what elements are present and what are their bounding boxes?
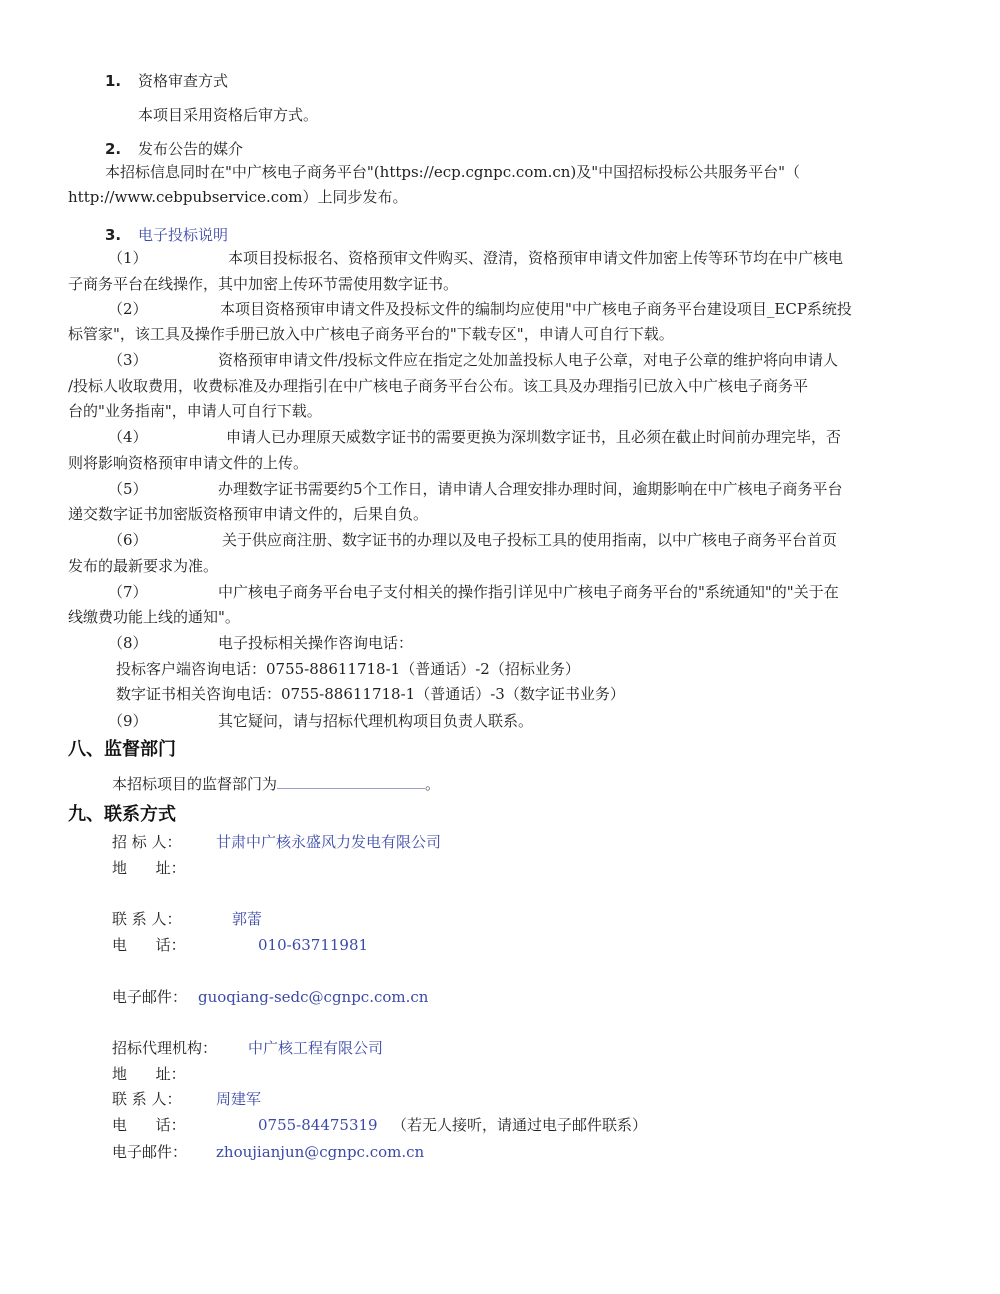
p4-line-2: 则将影响资格预审申请文件的上传。 bbox=[68, 454, 309, 472]
item-1-number: 1. bbox=[105, 72, 122, 90]
agency-contact-label: 联 系 人： bbox=[112, 1090, 182, 1108]
p4-number: （4） bbox=[108, 428, 148, 446]
item-3-title: 电子投标说明 bbox=[138, 226, 229, 244]
p9-number: （9） bbox=[108, 712, 148, 730]
agency-phone-label: 电 话： bbox=[112, 1116, 186, 1134]
p8-line-1: 电子投标相关操作咨询电话： bbox=[218, 634, 414, 652]
item-2-title: 发布公告的媒介 bbox=[138, 140, 244, 158]
p5-number: （5） bbox=[108, 480, 148, 498]
p6-line-1: 关于供应商注册、数字证书的办理以及电子投标工具的使用指南，以中广核电子商务平台首页 bbox=[222, 531, 838, 549]
p6-number: （6） bbox=[108, 531, 148, 549]
p5-line-2: 递交数字证书加密版资格预审申请文件的，后果自负。 bbox=[68, 505, 429, 523]
p4-line-1: 申请人已办理原天威数字证书的需要更换为深圳数字证书，且必须在截止时间前办理完毕，否 bbox=[226, 428, 842, 446]
p3-line-1: 资格预审申请文件/投标文件应在指定之处加盖投标人电子公章，对电子公章的维护将向申请人 bbox=[218, 351, 839, 369]
p8-number: （8） bbox=[108, 634, 148, 652]
supervision-label: 本招标项目的监督部门为 bbox=[112, 775, 278, 793]
agency-phone-number: 0755-84475319 bbox=[258, 1116, 378, 1134]
contact-label: 联 系 人： bbox=[112, 910, 182, 928]
supervision-blank bbox=[277, 774, 425, 789]
phone-number: 010-63711981 bbox=[258, 936, 369, 954]
agency-name: 中广核工程有限公司 bbox=[248, 1039, 384, 1057]
contact-name: 郭蕾 bbox=[232, 910, 263, 928]
item-2-body-line-2: http://www.cebpubservice.com）上同步发布。 bbox=[68, 188, 408, 206]
email-link[interactable]: guoqiang-sedc@cgnpc.com.cn bbox=[198, 988, 429, 1006]
agency-email-link[interactable]: zhoujianjun@cgnpc.com.cn bbox=[216, 1143, 425, 1161]
agency-address-label: 地 址： bbox=[112, 1065, 186, 1083]
phone-label: 电 话： bbox=[112, 936, 186, 954]
p6-line-2: 发布的最新要求为准。 bbox=[68, 557, 219, 575]
agency-email-label: 电子邮件： bbox=[112, 1143, 188, 1161]
p7-line-1: 中广核电子商务平台电子支付相关的操作指引详见中广核电子商务平台的"系统通知"的"关于在 bbox=[218, 583, 839, 601]
item-2-body-line-1: 本招标信息同时在"中广核电子商务平台"(https://ecp.cgnpc.com.cn)及"中国招标投标公共服务平台"（ bbox=[105, 163, 801, 181]
p7-line-2: 线缴费功能上线的通知"。 bbox=[68, 608, 240, 626]
tenderer-address-label: 地 址： bbox=[112, 859, 186, 877]
p2-number: （2） bbox=[108, 300, 148, 318]
email-label: 电子邮件： bbox=[112, 988, 188, 1006]
item-2-number: 2. bbox=[105, 140, 122, 158]
item-3-number: 3. bbox=[105, 226, 122, 244]
p9-line-1: 其它疑问，请与招标代理机构项目负责人联系。 bbox=[218, 712, 534, 730]
agency-phone-note: （若无人接听，请通过电子邮件联系） bbox=[392, 1116, 648, 1134]
tenderer-name: 甘肃中广核永盛风力发电有限公司 bbox=[216, 833, 442, 851]
supervision-text bbox=[112, 773, 440, 795]
p3-line-2: /投标人收取费用，收费标准及办理指引在中广核电子商务平台公布。该工具及办理指引已放入中广核电子商务平 bbox=[68, 377, 809, 395]
p8-client-hotline: 投标客户端咨询电话：0755-88611718-1（普通话）-2（招标业务） bbox=[116, 660, 580, 678]
p1-line-1: 本项目投标报名、资格预审文件购买、澄清，资格预审申请文件加密上传等环节均在中广核电 bbox=[228, 249, 844, 267]
p5-line-1: 办理数字证书需要约5个工作日，请申请人合理安排办理时间，逾期影响在中广核电子商务平台 bbox=[218, 480, 843, 498]
p3-line-3: 台的"业务指南"，申请人可自行下载。 bbox=[68, 402, 322, 420]
p1-number: （1） bbox=[108, 249, 148, 267]
item-1-body: 本项目采用资格后审方式。 bbox=[138, 106, 319, 124]
p3-number: （3） bbox=[108, 351, 148, 369]
section-9-heading: 九、联系方式 bbox=[68, 804, 176, 825]
supervision-end: 。 bbox=[425, 775, 441, 793]
p2-line-1: 本项目资格预审申请文件及投标文件的编制均应使用"中广核电子商务平台建设项目_ECP系统投 bbox=[220, 300, 852, 318]
section-8-heading: 八、监督部门 bbox=[68, 739, 176, 760]
tenderer-label: 招 标 人： bbox=[112, 833, 182, 851]
p7-number: （7） bbox=[108, 583, 148, 601]
p8-certificate-hotline: 数字证书相关咨询电话：0755-88611718-1（普通话）-3（数字证书业务） bbox=[116, 685, 625, 703]
p1-line-2: 子商务平台在线操作，其中加密上传环节需使用数字证书。 bbox=[68, 275, 459, 293]
agency-label: 招标代理机构： bbox=[112, 1039, 218, 1057]
p2-line-2: 标管家"，该工具及操作手册已放入中广核电子商务平台的"下载专区"，申请人可自行下载。 bbox=[68, 325, 674, 343]
agency-contact-name: 周建军 bbox=[216, 1090, 262, 1108]
item-1-title: 资格审查方式 bbox=[138, 72, 229, 90]
